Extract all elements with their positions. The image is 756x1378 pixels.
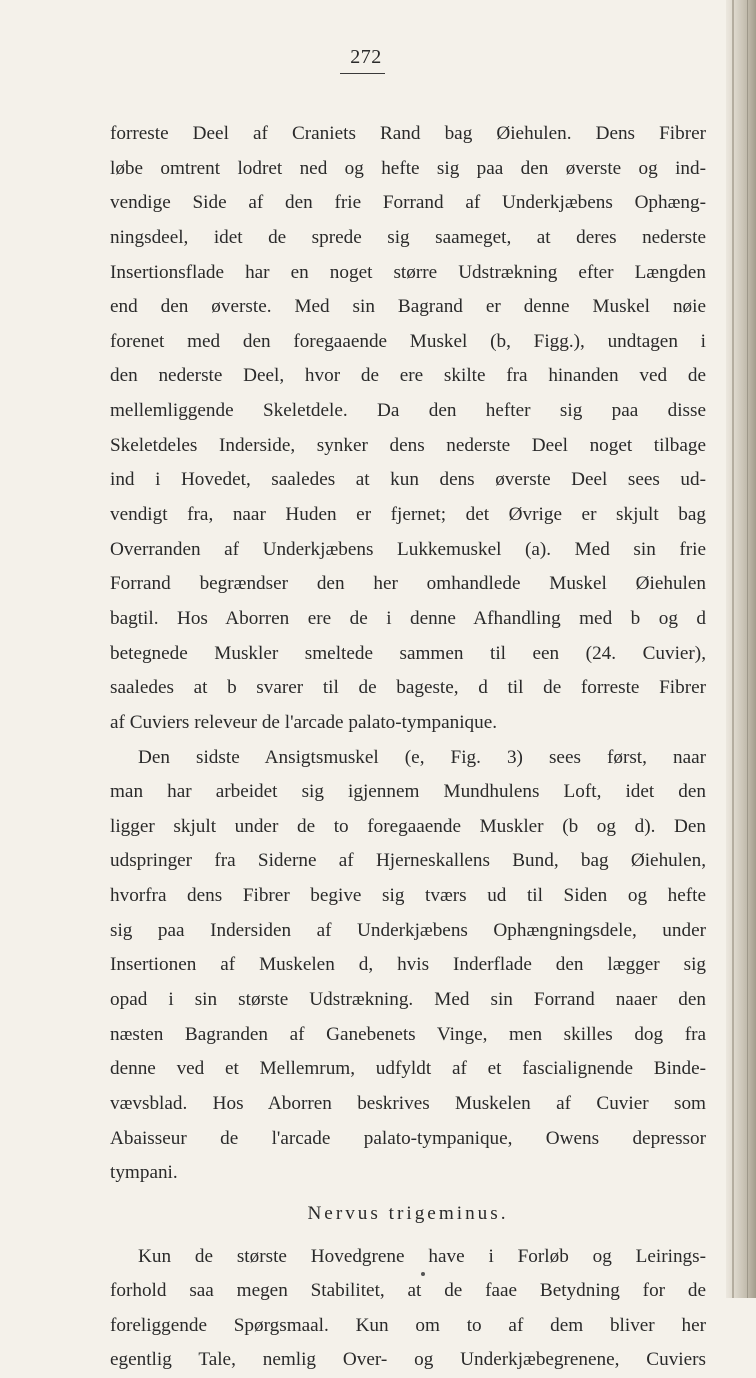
text-line: løbe omtrent lodret ned og hefte sig paa den øverste og ind-: [110, 152, 706, 187]
page-edge-shadow: [726, 0, 756, 1298]
text-line: forenet med den foregaaende Muskel (b, Figg.), undtagen i: [110, 325, 706, 360]
text-line: forhold saa megen Stabilitet, at de faae Betydning for de: [110, 1274, 706, 1309]
text-line: sig paa Indersiden af Underkjæbens Ophængningsdele, under: [110, 914, 706, 949]
text-line: opad i sin største Udstrækning. Med sin Forrand naaer den: [110, 983, 706, 1018]
page-number: 272: [336, 46, 396, 69]
text-line: Den sidste Ansigtsmuskel (e, Fig. 3) sees først, naar: [110, 741, 706, 776]
ink-speck: [421, 1272, 425, 1276]
text-line: den nederste Deel, hvor de ere skilte fra hinanden ved de: [110, 359, 706, 394]
text-line: ligger skjult under de to foregaaende Muskler (b og d). Den: [110, 810, 706, 845]
page-number-rule: [340, 73, 385, 74]
text-line: foreliggende Spørgsmaal. Kun om to af dem bliver her: [110, 1309, 706, 1344]
text-line: næsten Bagranden af Ganebenets Vinge, men skilles dog fra: [110, 1018, 706, 1053]
text-line: vendige Side af den frie Forrand af Underkjæbens Ophæng-: [110, 186, 706, 221]
text-line: vendigt fra, naar Huden er fjernet; det Øvrige er skjult bag: [110, 498, 706, 533]
text-line: man har arbeidet sig igjennem Mundhulens Loft, idet den: [110, 775, 706, 810]
text-line: vævsblad. Hos Aborren beskrives Muskelen af Cuvier som: [110, 1087, 706, 1122]
page-edge-line-outer: [747, 0, 748, 1298]
page-edge-line: [732, 0, 734, 1298]
text-line: hvorfra dens Fibrer begive sig tværs ud til Siden og hefte: [110, 879, 706, 914]
text-line: tympani.: [110, 1156, 706, 1191]
text-line: udspringer fra Siderne af Hjerneskallens Bund, bag Øiehulen,: [110, 844, 706, 879]
text-line: betegnede Muskler smeltede sammen til een (24. Cuvier),: [110, 637, 706, 672]
text-line: bagtil. Hos Aborren ere de i denne Afhandling med b og d: [110, 602, 706, 637]
body-text: [110, 117, 706, 1378]
text-line: ind i Hovedet, saaledes at kun dens øverste Deel sees ud-: [110, 463, 706, 498]
text-line: egentlig Tale, nemlig Over- og Underkjæbegrenene, Cuviers: [110, 1343, 706, 1378]
text-line: Overranden af Underkjæbens Lukkemuskel (a). Med sin frie: [110, 533, 706, 568]
text-line: forreste Deel af Craniets Rand bag Øiehulen. Dens Fibrer: [110, 117, 706, 152]
text-line: saaledes at b svarer til de bageste, d til de forreste Fibrer: [110, 671, 706, 706]
text-line: Insertionen af Muskelen d, hvis Inderflade den lægger sig: [110, 948, 706, 983]
text-line: ningsdeel, idet de sprede sig saameget, at deres nederste: [110, 221, 706, 256]
section-heading: Nervus trigeminus.: [110, 1197, 706, 1232]
text-line: Abaisseur de l'arcade palato-tympanique, Owens depressor: [110, 1122, 706, 1157]
paragraph-2: [110, 741, 706, 1191]
text-line: Kun de største Hovedgrene have i Forløb og Leirings-: [110, 1240, 706, 1275]
text-line: denne ved et Mellemrum, udfyldt af et fascialignende Binde-: [110, 1052, 706, 1087]
text-line: Skeletdeles Inderside, synker dens nederste Deel noget tilbage: [110, 429, 706, 464]
text-line: Forrand begrændser den her omhandlede Muskel Øiehulen: [110, 567, 706, 602]
paragraph-3: [110, 1240, 706, 1378]
paragraph-1: [110, 117, 706, 741]
text-line: af Cuviers releveur de l'arcade palato-tympanique.: [110, 706, 706, 741]
text-line: end den øverste. Med sin Bagrand er denne Muskel nøie: [110, 290, 706, 325]
text-line: mellemliggende Skeletdele. Da den hefter sig paa disse: [110, 394, 706, 429]
text-line: Insertionsflade har en noget større Udstrækning efter Længden: [110, 256, 706, 291]
